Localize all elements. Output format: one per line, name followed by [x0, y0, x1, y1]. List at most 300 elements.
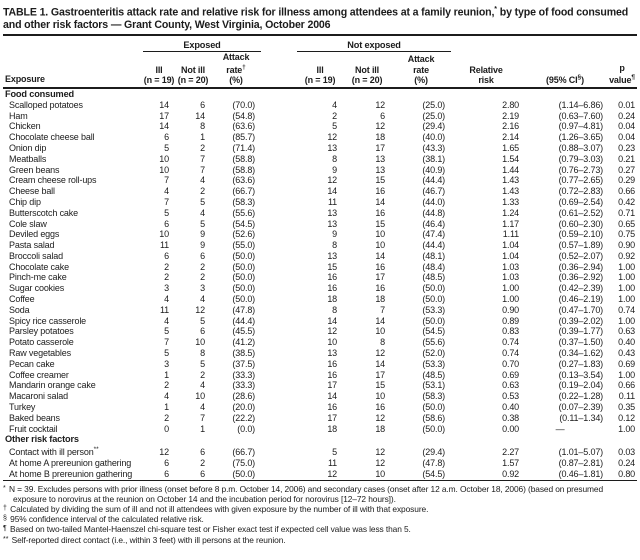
cell-notexposed-ill: 5 [332, 121, 338, 132]
column-spacer [261, 337, 297, 348]
cell-notexposed-ill: 13 [327, 207, 338, 218]
table-title [3, 4, 637, 31]
cell-exposure: Spicy rice casserole [9, 315, 87, 326]
cell-exposed-not-ill: 2 [200, 369, 205, 380]
cell-relative-risk: 1.57 [502, 458, 520, 469]
cell-notexposed-ill: 14 [327, 186, 338, 197]
p-value-footnote-marker: ¶ [631, 73, 635, 81]
cell-relative-risk: 0.90 [502, 304, 520, 315]
cell-exposed-not-ill: 4 [200, 207, 205, 218]
col-header-line: p [619, 62, 625, 73]
attack-rate-table [3, 34, 637, 481]
cell-ci: (0.76–2.73) [558, 164, 604, 175]
cell-notexposed-attack-rate: (46.4) [422, 218, 446, 229]
cell-exposed-ill: 11 [159, 304, 169, 315]
cell-exposure: Fruit cocktail [9, 423, 58, 434]
cell-notexposed-not-ill: 6 [380, 110, 386, 121]
cell-notexposed-attack-rate: (25.0) [422, 99, 446, 110]
cell-exposed-not-ill: 6 [200, 250, 205, 261]
cell-exposed-not-ill: 10 [195, 337, 205, 348]
cell-ci: (0.88–3.07) [558, 142, 604, 153]
cell-ci: (0.42–2.39) [558, 283, 604, 294]
cell-exposure: Ham [9, 110, 28, 121]
cell-notexposed-not-ill: 10 [375, 468, 386, 479]
column-spacer [261, 326, 297, 337]
cell-notexposed-attack-rate: (55.6) [422, 337, 446, 348]
cell-notexposed-ill: 12 [327, 132, 338, 143]
group-header-row [3, 35, 637, 52]
table-row [3, 229, 637, 240]
cell-exposed-ill: 0 [164, 423, 169, 434]
cell-p-value: 0.12 [618, 412, 636, 423]
cell-exposed-not-ill: 4 [200, 175, 205, 186]
cell-exposed-attack-rate: (85.7) [232, 132, 256, 143]
cell-exposed-ill: 5 [164, 142, 169, 153]
cell-notexposed-not-ill: 12 [375, 447, 386, 458]
cell-notexposed-ill: 11 [327, 458, 338, 469]
cell-p-value: 0.24 [618, 110, 636, 121]
column-spacer [261, 424, 297, 435]
cell-notexposed-attack-rate: (40.0) [422, 132, 446, 143]
col-header-line: Attack [222, 52, 250, 63]
cell-notexposed-attack-rate: (54.5) [422, 468, 446, 479]
cell-relative-risk: 0.69 [502, 369, 520, 380]
cell-p-value: 0.24 [618, 458, 636, 469]
cell-notexposed-attack-rate: (50.0) [422, 402, 446, 413]
col-header-line: risk [478, 74, 494, 85]
cell-ci: (1.01–5.07) [558, 447, 604, 458]
column-spacer [261, 370, 297, 381]
cell-p-value: 0.21 [618, 153, 636, 164]
cell-notexposed-attack-rate: (48.5) [422, 272, 446, 283]
col-header-line: (%) [229, 74, 243, 85]
cell-notexposed-ill: 12 [327, 468, 338, 479]
column-spacer [261, 391, 297, 402]
cell-exposed-not-ill: 6 [200, 468, 205, 479]
col-header-line: (n = 19) [304, 74, 336, 85]
cell-notexposed-ill: 16 [327, 358, 338, 369]
cell-ci: (0.59–2.10) [558, 229, 604, 240]
cell-exposed-attack-rate: (45.5) [232, 326, 256, 337]
cell-ci: (0.72–2.83) [558, 186, 604, 197]
cell-exposed-attack-rate: (55.6) [232, 207, 256, 218]
cell-exposed-attack-rate: (58.8) [232, 164, 256, 175]
cell-ci: (0.39–2.02) [558, 315, 604, 326]
cell-ci: (0.60–2.30) [558, 218, 604, 229]
cell-exposed-ill: 2 [164, 380, 169, 391]
cell-notexposed-not-ill: 18 [375, 132, 386, 143]
cell-exposure: Onion dip [9, 142, 47, 153]
table-row [3, 197, 637, 208]
cell-exposure: Broccoli salad [9, 250, 63, 261]
row-footnote-marker: ** [93, 446, 99, 454]
cell-exposed-attack-rate: (50.0) [232, 261, 256, 272]
table-row [3, 380, 637, 391]
col-header-relative-risk [451, 52, 525, 88]
col-header-notexposed-not-ill [343, 52, 391, 88]
col-header-line: Not ill [355, 64, 379, 75]
cell-exposed-ill: 6 [164, 468, 169, 479]
column-spacer [261, 316, 297, 327]
cell-exposed-ill: 2 [164, 261, 169, 272]
cell-ci: (0.39–1.77) [558, 326, 604, 337]
cell-p-value: 0.71 [618, 207, 636, 218]
cell-relative-risk: 1.04 [502, 240, 520, 251]
table-row [3, 154, 637, 165]
column-spacer [261, 262, 297, 273]
section-heading: Food consumed [5, 88, 74, 99]
cell-relative-risk: 1.33 [502, 196, 520, 207]
cell-exposed-attack-rate: (63.6) [232, 175, 256, 186]
ci-label: (95% CI [546, 74, 578, 85]
cell-notexposed-attack-rate: (53.1) [422, 380, 446, 391]
cell-exposed-attack-rate: (71.4) [232, 142, 256, 153]
cell-ci: (0.27–1.83) [558, 358, 604, 369]
footnote [3, 535, 637, 545]
cell-exposed-attack-rate: (0.0) [237, 423, 256, 434]
cell-exposed-attack-rate: (41.2) [232, 337, 256, 348]
cell-ci: (0.47–1.70) [558, 304, 604, 315]
group-header-exposed: Exposed [143, 35, 261, 52]
cell-p-value: 0.65 [618, 218, 636, 229]
column-spacer [261, 229, 297, 240]
cell-notexposed-ill: 2 [332, 110, 338, 121]
cell-notexposed-not-ill: 16 [375, 261, 386, 272]
cell-notexposed-not-ill: 13 [375, 164, 386, 175]
group-header-not-exposed: Not exposed [297, 35, 451, 52]
cell-exposed-not-ill: 4 [200, 380, 205, 391]
cell-notexposed-ill: 8 [332, 304, 338, 315]
cell-relative-risk: 0.83 [502, 326, 520, 337]
column-spacer [261, 305, 297, 316]
cell-ci: (0.07–2.39) [558, 402, 604, 413]
cell-exposed-attack-rate: (50.0) [232, 272, 256, 283]
col-header-line: rate [413, 64, 429, 75]
cell-ci: (0.22–1.28) [558, 391, 604, 402]
col-header-exposed-attack-rate [211, 52, 261, 88]
cell-exposed-not-ill: 5 [200, 218, 205, 229]
cell-notexposed-attack-rate: (50.0) [422, 315, 446, 326]
cell-relative-risk: 0.00 [502, 423, 520, 434]
cell-exposed-attack-rate: (28.6) [232, 391, 256, 402]
cell-notexposed-ill: 18 [327, 294, 338, 305]
col-header-line [525, 73, 609, 85]
cell-exposed-not-ill: 14 [195, 110, 205, 121]
table-row [3, 391, 637, 402]
cell-p-value: 0.03 [618, 447, 636, 458]
table-row [3, 219, 637, 230]
cell-notexposed-ill: 13 [327, 250, 338, 261]
cell-ci: (0.57–1.89) [558, 240, 604, 251]
group-header-right-spacer [451, 35, 637, 52]
cell-exposed-not-ill: 8 [200, 121, 205, 132]
cell-notexposed-attack-rate: (38.1) [422, 153, 446, 164]
cell-exposure: Meatballs [9, 153, 47, 164]
cell-notexposed-ill: 17 [327, 412, 338, 423]
ci-footnote-marker: § [577, 73, 582, 81]
cell-exposed-not-ill: 4 [200, 294, 205, 305]
cell-relative-risk: 0.40 [502, 402, 520, 413]
cell-exposure: Chicken [9, 121, 41, 132]
footnote-text: Based on two-tailed Mantel-Haenszel chi-square test or Fisher exact test if expected cell value was less than 5. [7, 524, 411, 535]
cell-exposed-not-ill: 2 [200, 142, 205, 153]
column-spacer [261, 208, 297, 219]
column-spacer [261, 458, 297, 469]
cell-exposure: At home B prereunion gathering [9, 468, 133, 479]
cell-exposed-ill: 12 [159, 447, 169, 458]
cell-exposed-attack-rate: (50.0) [232, 250, 256, 261]
cell-p-value: 0.92 [618, 250, 636, 261]
cell-ci: (0.61–2.52) [558, 207, 604, 218]
footnote-marker: * [3, 484, 6, 492]
cell-exposure: Pecan cake [9, 358, 55, 369]
cell-notexposed-attack-rate: (29.4) [422, 121, 446, 132]
cell-exposed-not-ill: 5 [200, 315, 205, 326]
footnote-text: Calculated by dividing the sum of ill and not ill attendees with given exposure by the number of ill with that exposure. [7, 504, 429, 515]
cell-notexposed-not-ill: 16 [375, 283, 386, 294]
cell-notexposed-not-ill: 14 [375, 315, 386, 326]
cell-exposure: Pasta salad [9, 240, 55, 251]
cell-p-value: 0.29 [618, 175, 636, 186]
cell-notexposed-not-ill: 10 [375, 240, 386, 251]
cell-p-value: 1.00 [618, 369, 636, 380]
cell-p-value: 0.43 [618, 348, 636, 359]
cell-notexposed-attack-rate: (47.8) [422, 458, 446, 469]
table-body [3, 88, 637, 480]
col-header-line: (%) [414, 74, 428, 85]
cell-notexposed-attack-rate: (50.0) [422, 294, 446, 305]
cell-exposed-not-ill: 3 [200, 283, 205, 294]
cell-notexposed-attack-rate: (52.0) [422, 348, 446, 359]
table-row [3, 337, 637, 348]
ci-close-paren: ) [581, 74, 584, 85]
cell-exposure: Raw vegetables [9, 348, 71, 359]
table-row [3, 326, 637, 337]
cell-notexposed-not-ill: 12 [375, 348, 386, 359]
cell-exposed-ill: 10 [159, 229, 169, 240]
cell-exposed-attack-rate: (54.8) [232, 110, 256, 121]
cell-exposed-ill: 4 [164, 315, 169, 326]
table-row [3, 305, 637, 316]
cell-exposed-not-ill: 5 [200, 196, 205, 207]
cell-exposed-not-ill: 9 [200, 240, 205, 251]
cell-relative-risk: 1.43 [502, 175, 520, 186]
table-header [3, 35, 637, 88]
cell-exposed-attack-rate: (33.3) [232, 369, 256, 380]
table-row [3, 208, 637, 219]
cell-exposed-attack-rate: (66.7) [232, 186, 256, 197]
cell-exposed-attack-rate: (20.0) [232, 402, 256, 413]
cell-exposed-not-ill: 9 [200, 229, 205, 240]
cell-exposed-ill: 5 [164, 207, 169, 218]
cell-p-value: 0.40 [618, 337, 636, 348]
col-header-line [609, 73, 637, 85]
cell-exposure: At home A prereunion gathering [9, 458, 132, 469]
table-row [3, 294, 637, 305]
cell-exposure: Soda [9, 304, 30, 315]
cell-exposed-attack-rate: (52.6) [232, 229, 256, 240]
col-header-line: (n = 20) [351, 74, 383, 85]
cell-relative-risk: 1.00 [502, 283, 520, 294]
table-row [3, 121, 637, 132]
cell-notexposed-attack-rate: (44.8) [422, 207, 446, 218]
table-row [3, 272, 637, 283]
footnote-text: 95% confidence interval of the calculated relative risk. [7, 514, 204, 525]
column-spacer [261, 100, 297, 111]
table-row [3, 445, 637, 458]
cell-notexposed-ill: 8 [332, 240, 338, 251]
cell-exposed-not-ill: 1 [200, 132, 205, 143]
cell-exposure: Cream cheese roll-ups [9, 175, 97, 186]
cell-exposed-attack-rate: (38.5) [232, 348, 256, 359]
cell-exposed-attack-rate: (37.5) [232, 358, 256, 369]
cell-exposure: Chocolate cake [9, 261, 69, 272]
cell-exposed-not-ill: 8 [200, 348, 205, 359]
cell-notexposed-not-ill: 12 [375, 121, 386, 132]
cell-notexposed-attack-rate: (29.4) [422, 447, 446, 458]
cell-notexposed-not-ill: 15 [375, 380, 386, 391]
col-header-line: Not ill [181, 64, 205, 75]
cell-exposure: Scalloped potatoes [9, 99, 83, 110]
cell-notexposed-not-ill: 16 [375, 186, 386, 197]
cell-ci: (0.63–7.60) [558, 110, 604, 121]
cell-relative-risk: 1.44 [502, 164, 520, 175]
footnote [3, 504, 637, 514]
cell-relative-risk: 1.04 [502, 250, 520, 261]
cell-exposed-attack-rate: (50.0) [232, 294, 256, 305]
cell-relative-risk: 1.11 [502, 229, 520, 240]
table-title-text-2: by type of food consumed and other risk factors — Grant County, West Virginia, October 2006 [3, 6, 629, 31]
table-row [3, 143, 637, 154]
cell-exposed-not-ill: 2 [200, 261, 205, 272]
cell-exposure: Parsley potatoes [9, 326, 74, 337]
cell-p-value: 0.74 [618, 304, 636, 315]
cell-notexposed-not-ill: 17 [375, 369, 386, 380]
column-spacer [261, 240, 297, 251]
column-spacer [261, 197, 297, 208]
column-spacer [261, 359, 297, 370]
footnote [3, 484, 637, 504]
cell-exposed-not-ill: 7 [200, 153, 205, 164]
cell-notexposed-not-ill: 14 [375, 196, 386, 207]
cell-notexposed-attack-rate: (48.4) [422, 261, 446, 272]
table-row [3, 175, 637, 186]
cell-p-value: 0.04 [618, 121, 636, 132]
cell-notexposed-not-ill: 12 [375, 412, 386, 423]
cell-ci: (0.37–1.50) [558, 337, 604, 348]
cell-p-value: 0.01 [618, 99, 636, 110]
col-gap [261, 52, 297, 88]
cell-notexposed-not-ill: 15 [375, 218, 386, 229]
cell-notexposed-attack-rate: (40.9) [422, 164, 446, 175]
cell-exposure: Macaroni salad [9, 391, 68, 402]
cell-exposed-not-ill: 6 [200, 99, 205, 110]
cell-notexposed-not-ill: 18 [375, 294, 386, 305]
cell-notexposed-ill: 9 [332, 164, 338, 175]
cell-p-value: 1.00 [618, 272, 636, 283]
footnote-marker: † [3, 505, 7, 513]
column-spacer [261, 175, 297, 186]
cell-exposed-not-ill: 10 [195, 391, 205, 402]
cell-exposure: Contact with ill person** [9, 446, 99, 458]
cell-p-value: 0.27 [618, 164, 636, 175]
cell-p-value: 0.75 [618, 229, 636, 240]
cell-notexposed-ill: 9 [332, 229, 338, 240]
column-spacer [261, 143, 297, 154]
cell-relative-risk: 1.54 [502, 153, 520, 164]
cell-exposed-not-ill: 2 [200, 272, 205, 283]
cell-relative-risk: 1.00 [502, 294, 520, 305]
cell-ci: (0.97–4.81) [558, 121, 604, 132]
col-header-line: Relative [469, 64, 503, 75]
cell-relative-risk: 1.24 [502, 207, 520, 218]
cell-exposed-ill: 3 [164, 358, 169, 369]
cell-exposed-ill: 7 [164, 175, 169, 186]
cell-exposed-ill: 11 [159, 240, 169, 251]
cell-p-value: 0.90 [618, 240, 636, 251]
cell-p-value: 1.00 [618, 315, 636, 326]
cell-relative-risk: 1.43 [502, 186, 520, 197]
cell-relative-risk: 1.65 [502, 142, 520, 153]
cell-exposed-not-ill: 7 [200, 164, 205, 175]
cell-relative-risk: 2.27 [502, 447, 520, 458]
table-row [3, 359, 637, 370]
column-spacer [261, 111, 297, 122]
cell-notexposed-ill: 12 [327, 326, 338, 337]
cell-exposed-attack-rate: (66.7) [232, 447, 256, 458]
cell-exposed-not-ill: 6 [200, 326, 205, 337]
cell-exposure: Cheese ball [9, 186, 55, 197]
cell-relative-risk: 1.03 [502, 272, 520, 283]
cell-ci: (0.87–2.81) [558, 458, 604, 469]
cell-notexposed-not-ill: 14 [375, 250, 386, 261]
column-spacer [261, 132, 297, 143]
cell-exposure: Coffee [9, 294, 35, 305]
column-spacer [261, 469, 297, 480]
table-row [3, 251, 637, 262]
cell-exposure: Baked beans [9, 412, 60, 423]
cell-exposed-attack-rate: (50.0) [232, 468, 256, 479]
cell-exposed-ill: 6 [164, 132, 169, 143]
cell-notexposed-attack-rate: (53.3) [422, 358, 446, 369]
cell-ci: (1.26–3.65) [558, 132, 604, 143]
table-title-text: TABLE 1. Gastroenteritis attack rate and relative risk for illness among attendees at a family reunion, [3, 6, 495, 19]
cell-notexposed-not-ill: 17 [375, 272, 386, 283]
cell-ci: (0.79–3.03) [558, 153, 604, 164]
cell-notexposed-not-ill: 10 [375, 229, 386, 240]
cell-p-value: 0.66 [618, 380, 636, 391]
cell-notexposed-attack-rate: (50.0) [422, 423, 446, 434]
column-spacer [261, 413, 297, 424]
cell-exposed-attack-rate: (58.3) [232, 196, 256, 207]
column-spacer [261, 283, 297, 294]
column-spacer [261, 380, 297, 391]
col-header-line: (n = 20) [177, 74, 209, 85]
cell-exposed-ill: 10 [159, 164, 169, 175]
footnote-text: N = 39. Excludes persons with prior illness (onset before 8 p.m. October 14, 2006) and secondary cases (onset after 12 a.m. October 18, 2006) (based on presumed exposure to norovirus at the reunion on October 14 and the incubation period for norovirus [12–72 hours]). [6, 483, 604, 504]
col-header-notexposed-ill [297, 52, 343, 88]
cell-exposed-attack-rate: (58.8) [232, 153, 256, 164]
col-header-notexposed-attack-rate [391, 52, 451, 88]
cell-relative-risk: 2.14 [502, 132, 520, 143]
cell-relative-risk: 0.63 [502, 380, 520, 391]
cell-notexposed-attack-rate: (54.5) [422, 326, 446, 337]
cell-notexposed-attack-rate: (48.5) [422, 369, 446, 380]
cell-notexposed-not-ill: 12 [375, 458, 386, 469]
column-spacer [261, 272, 297, 283]
cell-notexposed-attack-rate: (44.4) [422, 240, 446, 251]
cell-notexposed-not-ill: 7 [380, 304, 386, 315]
